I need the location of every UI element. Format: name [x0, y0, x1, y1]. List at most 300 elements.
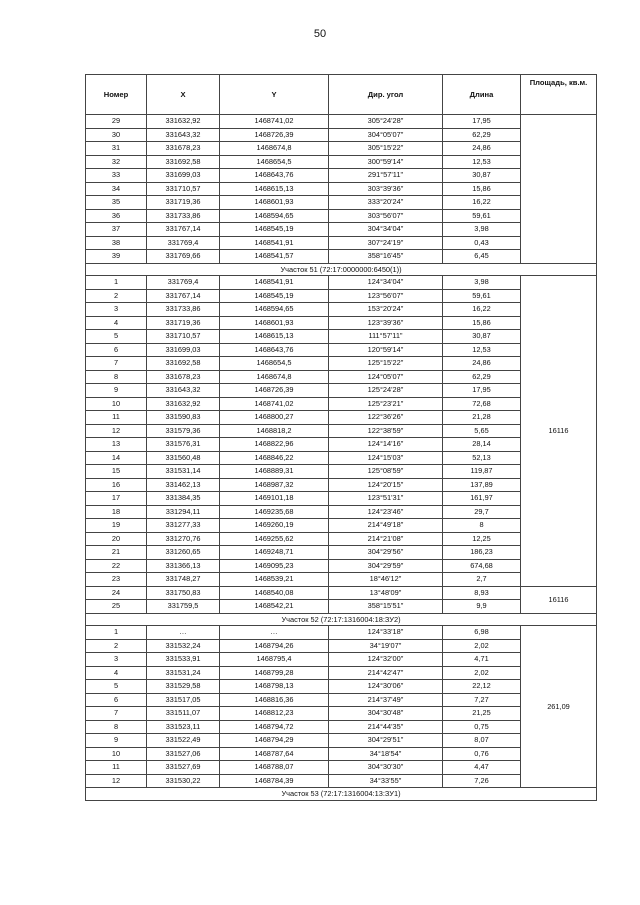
area-value: 16116 [521, 276, 597, 587]
row-number: 29 [86, 115, 147, 129]
table-row [86, 316, 597, 330]
y-value: 1469260,19 [220, 519, 329, 533]
row-number: 34 [86, 182, 147, 196]
length-value: 9,9 [443, 600, 521, 614]
angle-value: 125°08'59" [329, 465, 443, 479]
angle-value: 122°36'26" [329, 411, 443, 425]
angle-value: 122°38'59" [329, 424, 443, 438]
table-row [86, 289, 597, 303]
row-number: 12 [86, 774, 147, 788]
y-value: 1468615,13 [220, 330, 329, 344]
y-value: 1468594,65 [220, 303, 329, 317]
length-value: 119,87 [443, 465, 521, 479]
table-row [86, 707, 597, 721]
row-number: 1 [86, 626, 147, 640]
angle-value: 291°57'11" [329, 169, 443, 183]
row-number: 3 [86, 303, 147, 317]
x-value: 331769,4 [147, 276, 220, 290]
row-number: 13 [86, 438, 147, 452]
length-value: 24,86 [443, 142, 521, 156]
y-value: 1468654,5 [220, 357, 329, 371]
y-value: 1468594,65 [220, 209, 329, 223]
angle-value: 304°29'56" [329, 546, 443, 560]
x-value: 331527,69 [147, 761, 220, 775]
table-row [86, 586, 597, 600]
angle-value: 124°23'46" [329, 505, 443, 519]
x-value: 331511,07 [147, 707, 220, 721]
length-value: 3,98 [443, 276, 521, 290]
table-row [86, 693, 597, 707]
x-value: 331678,23 [147, 370, 220, 384]
angle-value: 111°57'11" [329, 330, 443, 344]
x-value: 331517,05 [147, 693, 220, 707]
table-row [86, 492, 597, 506]
row-number: 22 [86, 559, 147, 573]
y-value: 1469101,18 [220, 492, 329, 506]
x-value: 331366,13 [147, 559, 220, 573]
y-value: 1468674,8 [220, 370, 329, 384]
table-row [86, 532, 597, 546]
angle-value: 307°24'19" [329, 236, 443, 250]
table-row [86, 451, 597, 465]
y-value: 1468601,93 [220, 316, 329, 330]
x-value: 331767,14 [147, 289, 220, 303]
angle-value: 214°37'49" [329, 693, 443, 707]
table-body [86, 115, 597, 801]
angle-value: 34°19'07" [329, 639, 443, 653]
row-number: 11 [86, 411, 147, 425]
row-number: 38 [86, 236, 147, 250]
length-value: 15,86 [443, 182, 521, 196]
table-row [86, 330, 597, 344]
length-value: 2,7 [443, 573, 521, 587]
x-value: 331733,86 [147, 209, 220, 223]
y-value: 1468818,2 [220, 424, 329, 438]
length-value: 72,68 [443, 397, 521, 411]
y-value: 1468541,57 [220, 250, 329, 264]
angle-value: 120°59'14" [329, 343, 443, 357]
length-value: 7,26 [443, 774, 521, 788]
length-value: 8,07 [443, 734, 521, 748]
header-length: Длина [443, 75, 521, 115]
row-number: 12 [86, 424, 147, 438]
x-value: 331277,33 [147, 519, 220, 533]
length-value: 4,71 [443, 653, 521, 667]
row-number: 7 [86, 357, 147, 371]
header-x: X [147, 75, 220, 115]
row-number: 10 [86, 397, 147, 411]
y-value: 1468794,29 [220, 734, 329, 748]
x-value: 331560,48 [147, 451, 220, 465]
length-value: 52,13 [443, 451, 521, 465]
x-value: 331699,03 [147, 169, 220, 183]
angle-value: 304°05'07" [329, 128, 443, 142]
angle-value: 124°05'07" [329, 370, 443, 384]
length-value: 0,75 [443, 720, 521, 734]
length-value: 62,29 [443, 128, 521, 142]
length-value: 3,98 [443, 223, 521, 237]
table-row [86, 720, 597, 734]
y-value: 1468800,27 [220, 411, 329, 425]
angle-value: 123°51'31" [329, 492, 443, 506]
y-value: 1468741,02 [220, 115, 329, 129]
x-value: 331260,65 [147, 546, 220, 560]
angle-value: 358°16'45" [329, 250, 443, 264]
length-value: 30,87 [443, 169, 521, 183]
angle-value: 124°32'00" [329, 653, 443, 667]
x-value: 331462,13 [147, 478, 220, 492]
y-value: 1468784,39 [220, 774, 329, 788]
angle-value: 214°42'47" [329, 666, 443, 680]
x-value: 331632,92 [147, 397, 220, 411]
y-value: 1468788,07 [220, 761, 329, 775]
table-row [86, 478, 597, 492]
table-header-row [86, 75, 597, 115]
length-value: 4,47 [443, 761, 521, 775]
y-value: 1468795,4 [220, 653, 329, 667]
row-number: 35 [86, 196, 147, 210]
length-value: 16,22 [443, 196, 521, 210]
length-value: 186,23 [443, 546, 521, 560]
x-value: 331678,23 [147, 142, 220, 156]
angle-value: 214°49'18" [329, 519, 443, 533]
table-row [86, 680, 597, 694]
angle-value: 305°24'28" [329, 115, 443, 129]
row-number: 1 [86, 276, 147, 290]
angle-value: 214°21'08" [329, 532, 443, 546]
length-value: 0,43 [443, 236, 521, 250]
angle-value: 125°23'21" [329, 397, 443, 411]
angle-value: 305°15'22" [329, 142, 443, 156]
y-value: 1468741,02 [220, 397, 329, 411]
x-value: 331719,36 [147, 316, 220, 330]
table-row [86, 357, 597, 371]
row-number: 5 [86, 330, 147, 344]
length-value: 15,86 [443, 316, 521, 330]
row-number: 8 [86, 720, 147, 734]
table-row [86, 505, 597, 519]
length-value: 59,61 [443, 289, 521, 303]
row-number: 5 [86, 680, 147, 694]
x-value: 331529,58 [147, 680, 220, 694]
length-value: 16,22 [443, 303, 521, 317]
table-row [86, 142, 597, 156]
row-number: 4 [86, 316, 147, 330]
angle-value: 125°15'22" [329, 357, 443, 371]
table-row [86, 209, 597, 223]
row-number: 23 [86, 573, 147, 587]
length-value: 12,53 [443, 155, 521, 169]
y-value: 1468846,22 [220, 451, 329, 465]
table-row [86, 115, 597, 129]
row-number: 17 [86, 492, 147, 506]
table-row [86, 559, 597, 573]
angle-value: 124°30'06" [329, 680, 443, 694]
length-value: 8,93 [443, 586, 521, 600]
x-value: 331692,58 [147, 155, 220, 169]
length-value: 21,25 [443, 707, 521, 721]
y-value: 1468816,36 [220, 693, 329, 707]
y-value: 1468987,32 [220, 478, 329, 492]
angle-value: 123°56'07" [329, 289, 443, 303]
row-number: 11 [86, 761, 147, 775]
angle-value: 153°20'24" [329, 303, 443, 317]
length-value: 29,7 [443, 505, 521, 519]
angle-value: 124°15'03" [329, 451, 443, 465]
angle-value: 304°29'51" [329, 734, 443, 748]
length-value: 6,45 [443, 250, 521, 264]
y-value: 1468798,13 [220, 680, 329, 694]
row-number: 6 [86, 343, 147, 357]
x-value: 331710,57 [147, 330, 220, 344]
section-header-row [86, 788, 597, 801]
angle-value: 304°30'48" [329, 707, 443, 721]
x-value: 331522,49 [147, 734, 220, 748]
table-row [86, 411, 597, 425]
angle-value: 358°15'51" [329, 600, 443, 614]
y-value: 1468726,39 [220, 128, 329, 142]
y-value: 1468643,76 [220, 343, 329, 357]
length-value: 674,68 [443, 559, 521, 573]
x-value: 331719,36 [147, 196, 220, 210]
x-value: 331532,24 [147, 639, 220, 653]
table-row [86, 250, 597, 264]
row-number: 2 [86, 289, 147, 303]
row-number: 25 [86, 600, 147, 614]
length-value: 2,02 [443, 666, 521, 680]
y-value: 1469248,71 [220, 546, 329, 560]
angle-value: 124°14'16" [329, 438, 443, 452]
row-number: 15 [86, 465, 147, 479]
length-value: 7,27 [443, 693, 521, 707]
x-value: 331699,03 [147, 343, 220, 357]
row-number: 18 [86, 505, 147, 519]
section-title: Участок 53 (72:17:1316004:13:ЗУ1) [86, 788, 597, 801]
x-value: 331767,14 [147, 223, 220, 237]
table-row [86, 236, 597, 250]
row-number: 32 [86, 155, 147, 169]
x-value: 331523,11 [147, 720, 220, 734]
length-value: 137,89 [443, 478, 521, 492]
table-row [86, 666, 597, 680]
length-value: 30,87 [443, 330, 521, 344]
row-number: 37 [86, 223, 147, 237]
angle-value: 124°33'18" [329, 626, 443, 640]
y-value: 1468787,64 [220, 747, 329, 761]
row-number: 24 [86, 586, 147, 600]
angle-value: 123°39'36" [329, 316, 443, 330]
table-row [86, 519, 597, 533]
y-value: 1468541,91 [220, 276, 329, 290]
angle-value: 304°29'59" [329, 559, 443, 573]
angle-value: 304°34'04" [329, 223, 443, 237]
row-number: 9 [86, 384, 147, 398]
angle-value: 125°24'28" [329, 384, 443, 398]
x-value: 331769,66 [147, 250, 220, 264]
row-number: 6 [86, 693, 147, 707]
x-value: 331531,14 [147, 465, 220, 479]
angle-value: 303°39'36" [329, 182, 443, 196]
angle-value: 303°56'07" [329, 209, 443, 223]
row-number: 2 [86, 639, 147, 653]
length-value: 17,95 [443, 115, 521, 129]
length-value: 62,29 [443, 370, 521, 384]
row-number: 31 [86, 142, 147, 156]
length-value: 12,25 [443, 532, 521, 546]
y-value: 1468799,28 [220, 666, 329, 680]
y-value: 1468726,39 [220, 384, 329, 398]
length-value: 59,61 [443, 209, 521, 223]
row-number: 33 [86, 169, 147, 183]
table-row [86, 169, 597, 183]
table-row [86, 182, 597, 196]
y-value: 1468615,13 [220, 182, 329, 196]
length-value: 17,95 [443, 384, 521, 398]
table-row [86, 397, 597, 411]
angle-value: 124°34'04" [329, 276, 443, 290]
length-value: 28,14 [443, 438, 521, 452]
length-value: 161,97 [443, 492, 521, 506]
section-title: Участок 51 (72:17:0000000:6450(1)) [86, 263, 597, 276]
length-value: 22,12 [443, 680, 521, 694]
table-row [86, 128, 597, 142]
table-row [86, 573, 597, 587]
angle-value: 333°20'24" [329, 196, 443, 210]
y-value: 1468674,8 [220, 142, 329, 156]
header-y: Y [220, 75, 329, 115]
angle-value: 34°33'55" [329, 774, 443, 788]
table-row [86, 424, 597, 438]
section-header-row [86, 263, 597, 276]
row-number: 36 [86, 209, 147, 223]
y-value: 1468822,96 [220, 438, 329, 452]
length-value: 21,28 [443, 411, 521, 425]
x-value: 331643,32 [147, 128, 220, 142]
x-value: 331759,5 [147, 600, 220, 614]
x-value: 331579,36 [147, 424, 220, 438]
x-value: 331769,4 [147, 236, 220, 250]
x-value: 331270,76 [147, 532, 220, 546]
y-value: 1468794,26 [220, 639, 329, 653]
length-value: 5,65 [443, 424, 521, 438]
table-row [86, 196, 597, 210]
x-value: 331733,86 [147, 303, 220, 317]
y-value: 1468654,5 [220, 155, 329, 169]
table-row [86, 639, 597, 653]
y-value: 1468539,21 [220, 573, 329, 587]
angle-value: 300°59'14" [329, 155, 443, 169]
row-number: 3 [86, 653, 147, 667]
y-value: 1468601,93 [220, 196, 329, 210]
table-row [86, 774, 597, 788]
angle-value: 18°46'12" [329, 573, 443, 587]
y-value: 1469095,23 [220, 559, 329, 573]
y-value: 1469255,62 [220, 532, 329, 546]
table-row [86, 303, 597, 317]
angle-value: 34°18'54" [329, 747, 443, 761]
row-number: 19 [86, 519, 147, 533]
table-row [86, 747, 597, 761]
table-row [86, 370, 597, 384]
y-value: 1468541,91 [220, 236, 329, 250]
y-value: 1468889,31 [220, 465, 329, 479]
header-angle: Дир. угол [329, 75, 443, 115]
section-header-row [86, 613, 597, 626]
x-value: 331632,92 [147, 115, 220, 129]
table-row [86, 546, 597, 560]
x-value: 331710,57 [147, 182, 220, 196]
table-row [86, 155, 597, 169]
y-value: 1468542,21 [220, 600, 329, 614]
angle-value: 124°20'15" [329, 478, 443, 492]
x-value: 331530,22 [147, 774, 220, 788]
area-value [521, 115, 597, 264]
x-value: 331643,32 [147, 384, 220, 398]
y-value: 1468545,19 [220, 289, 329, 303]
table-row [86, 761, 597, 775]
y-value: 1468812,23 [220, 707, 329, 721]
length-value: 12,53 [443, 343, 521, 357]
coordinates-table [85, 74, 597, 801]
row-number: 39 [86, 250, 147, 264]
table-row [86, 626, 597, 640]
row-number: 21 [86, 546, 147, 560]
x-value: 331750,83 [147, 586, 220, 600]
length-value: 24,86 [443, 357, 521, 371]
x-value: 331748,27 [147, 573, 220, 587]
angle-value: 304°30'30" [329, 761, 443, 775]
row-number: 16 [86, 478, 147, 492]
row-number: 4 [86, 666, 147, 680]
x-value: 331590,83 [147, 411, 220, 425]
x-value: 331384,35 [147, 492, 220, 506]
length-value: 8 [443, 519, 521, 533]
y-value: … [220, 626, 329, 640]
length-value: 0,76 [443, 747, 521, 761]
table-row [86, 343, 597, 357]
table-row [86, 734, 597, 748]
table-row [86, 384, 597, 398]
row-number: 14 [86, 451, 147, 465]
area-value: 261,09 [521, 626, 597, 788]
x-value: 331531,24 [147, 666, 220, 680]
y-value: 1468643,76 [220, 169, 329, 183]
y-value: 1468545,19 [220, 223, 329, 237]
x-value: 331527,06 [147, 747, 220, 761]
table-row [86, 438, 597, 452]
table-row [86, 223, 597, 237]
header-area: Площадь, кв.м. [521, 75, 597, 115]
row-number: 30 [86, 128, 147, 142]
header-number: Номер [86, 75, 147, 115]
table-row [86, 465, 597, 479]
y-value: 1468794,72 [220, 720, 329, 734]
table-row [86, 276, 597, 290]
x-value: … [147, 626, 220, 640]
angle-value: 13°48'09" [329, 586, 443, 600]
y-value: 1469235,68 [220, 505, 329, 519]
x-value: 331294,11 [147, 505, 220, 519]
page-number: 50 [313, 28, 327, 40]
x-value: 331533,91 [147, 653, 220, 667]
row-number: 10 [86, 747, 147, 761]
row-number: 8 [86, 370, 147, 384]
x-value: 331576,31 [147, 438, 220, 452]
length-value: 6,98 [443, 626, 521, 640]
table-row [86, 600, 597, 614]
length-value: 2,02 [443, 639, 521, 653]
row-number: 20 [86, 532, 147, 546]
